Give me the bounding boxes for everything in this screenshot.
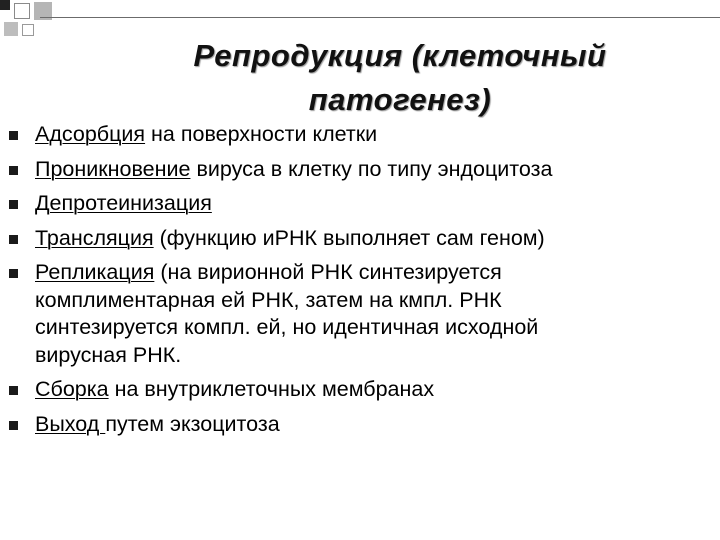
list-item-adsorption xyxy=(0,121,720,149)
list-item-deproteinization xyxy=(0,190,720,218)
item-text-continued: комплиментарная ей РНК, затем на кмпл. РНК xyxy=(35,287,502,312)
list-item-assembly xyxy=(0,376,720,404)
bullet-square-icon xyxy=(9,386,18,395)
title-line-1: Репродукция (клеточный xyxy=(193,38,607,73)
bullet-square-icon xyxy=(9,421,18,430)
bullet-square-icon xyxy=(9,200,18,209)
item-text-continued: синтезируется компл. ей, но идентичная исходной xyxy=(35,315,539,339)
decor-square-outline xyxy=(14,3,30,19)
decor-square-dark xyxy=(0,0,10,10)
bullet-square-icon xyxy=(9,269,18,278)
bullet-square-icon xyxy=(9,166,18,175)
stage-list xyxy=(0,121,720,445)
slide-title xyxy=(150,34,650,122)
item-text: (на вирионной РНК синтезируется xyxy=(154,260,502,284)
header-rule xyxy=(40,17,720,18)
term-translation: Трансляция xyxy=(35,225,154,250)
item-text-continued: вирусная РНК. xyxy=(35,342,182,367)
item-text: (функцию иРНК выполняет сам геном) xyxy=(153,225,545,250)
term-replication: Репликация xyxy=(35,260,155,284)
list-item-translation xyxy=(0,225,720,253)
bullet-square-icon xyxy=(9,235,18,244)
bullet-square-icon xyxy=(9,131,18,140)
list-item-penetration xyxy=(0,156,720,184)
title-line-2: патогенез) xyxy=(308,82,492,117)
list-item-exit xyxy=(0,411,720,439)
term-assembly: Сборка xyxy=(35,377,109,401)
item-text: на внутриклеточных мембранах xyxy=(108,377,435,401)
term-adsorption: Адсорбция xyxy=(35,122,146,146)
item-text: вируса в клетку по типу эндоцитоза xyxy=(190,156,553,181)
decor-square-outline-small xyxy=(22,24,34,36)
term-penetration: Проникновение xyxy=(35,156,191,181)
item-text: на поверхности клетки xyxy=(145,122,378,146)
decor-square-gray-small xyxy=(4,22,18,36)
item-text: путем экзоцитоза xyxy=(105,411,280,436)
term-exit: Выход xyxy=(35,411,106,436)
term-deproteinization: Депротеинизация xyxy=(35,191,212,215)
list-item-replication xyxy=(0,259,720,369)
